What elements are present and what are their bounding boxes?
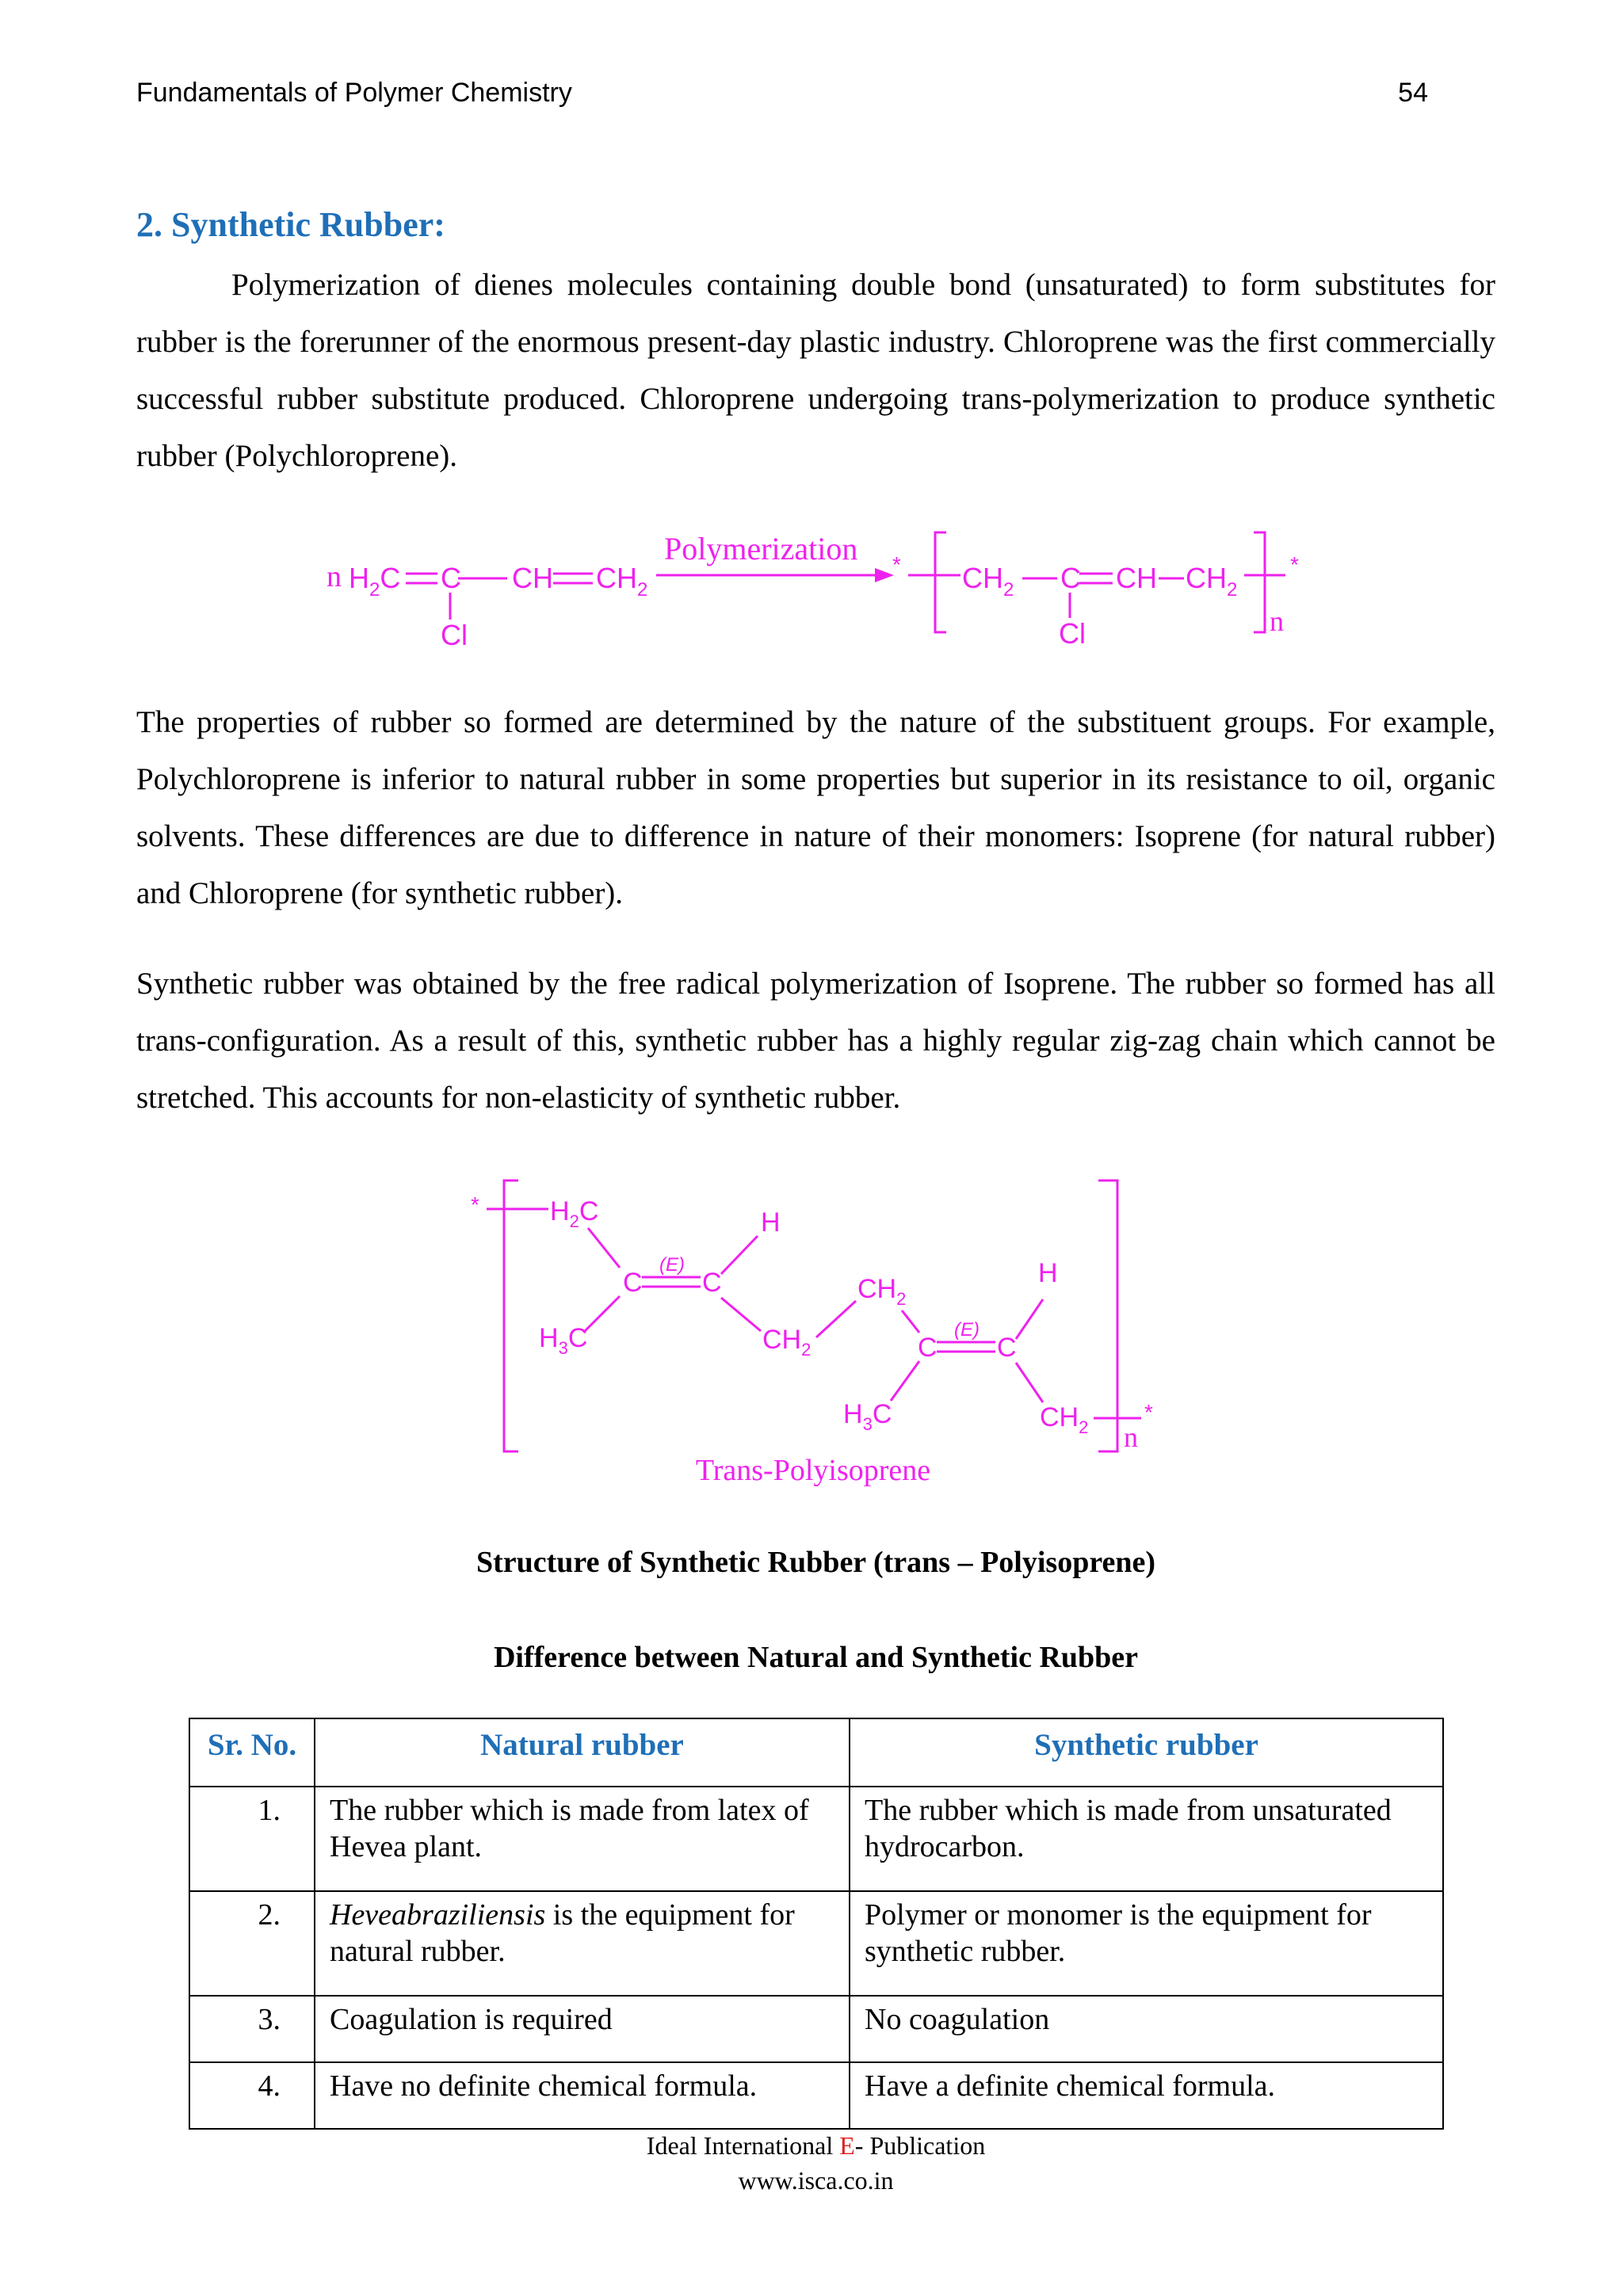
struct-star-left: * (471, 1192, 479, 1217)
struct-c3-label: C (918, 1333, 938, 1363)
table-row (189, 2062, 1443, 2129)
header-natural-rubber: Natural rubber (315, 1718, 850, 1787)
publisher-e-mark: E (839, 2131, 855, 2160)
species-name: Heveabraziliensis (330, 1898, 546, 1932)
struct-h3c2-label: $H_3C$ (843, 1399, 892, 1434)
struct-ch2a-label: $CH_2$ (762, 1325, 812, 1360)
page-number: 54 (1398, 78, 1428, 108)
product-ch2-label: $CH_2$ (962, 562, 1014, 601)
struct-h3c-label: $H_3C$ (539, 1323, 588, 1358)
table-row (189, 1891, 1443, 1996)
h2c-label: $H_2C$ (349, 562, 401, 601)
star-right: * (1290, 552, 1299, 577)
row-number: 2. (189, 1891, 315, 1996)
paragraph-properties: The properties of rubber so formed are determined by the nature of the substituent groups. For example, Polychloroprene is inferior to natural rubber in some properties but superior in its resistance to oil, organic solvents. These differences are due to difference in nature of their monomers: Isoprene (for natural rubber) and Chloroprene (for synthetic rubber). (136, 705, 1495, 910)
table-header-row (189, 1718, 1443, 1787)
struct-c1-label: C (623, 1268, 643, 1298)
row-number: 3. (189, 1996, 315, 2062)
table-row (189, 1787, 1443, 1891)
footer-url: www.isca.co.in (738, 2166, 894, 2195)
product-ch-label: CH (1116, 562, 1157, 594)
ch2-label: $CH_2$ (596, 562, 648, 601)
header-sr-no: Sr. No. (189, 1718, 315, 1787)
struct-ch2b-label: $CH_2$ (857, 1274, 907, 1309)
footer-publisher: Ideal International E- Publication (646, 2131, 986, 2160)
struct-c4-label: C (997, 1333, 1017, 1363)
struct-e2-label: (E) (954, 1319, 980, 1341)
book-title: Fundamentals of Polymer Chemistry (136, 78, 572, 108)
comparison-table (189, 1718, 1444, 2130)
struct-label: Trans-Polyisoprene (695, 1454, 931, 1487)
natural-cell: Have no definite chemical formula. (315, 2062, 850, 2129)
paragraph-intro: Polymerization of dienes molecules containing double bond (unsaturated) to form substitutes for rubber is the forerunner of the enormous present-day plastic industry. Chloroprene was the first commercially successful rubber substitute produced. Chloroprene undergoing trans-polymerization to produce synthetic rubber (Polychloroprene). (136, 268, 1495, 473)
table-row (189, 1996, 1443, 2062)
struct-e1-label: (E) (659, 1254, 685, 1276)
struct-h2-label: H (1038, 1258, 1058, 1288)
struct-ch2c-label: $CH_2$ (1040, 1402, 1089, 1437)
synthetic-cell: Have a definite chemical formula. (850, 2062, 1443, 2129)
row-number: 4. (189, 2062, 315, 2129)
chlorine-label: Cl (441, 619, 468, 651)
natural-cell: Coagulation is required (315, 1996, 850, 2062)
section-heading: 2. Synthetic Rubber: (136, 205, 445, 244)
carbon-label: C (441, 562, 461, 594)
table-title: Difference between Natural and Synthetic Rubber (493, 1641, 1139, 1674)
product-chlorine-label: Cl (1059, 617, 1086, 650)
natural-cell: The rubber which is made from latex of Hevea plant. (315, 1787, 850, 1891)
star-left: * (892, 552, 901, 577)
synthetic-cell: No coagulation (850, 1996, 1443, 2062)
struct-h1-label: H (761, 1207, 781, 1238)
natural-cell-text: is the equipment for natural rubber. (330, 1898, 795, 1968)
struct-c2-label: C (702, 1268, 722, 1298)
synthetic-cell: The rubber which is made from unsaturated hydrocarbon. (850, 1787, 1443, 1891)
header-synthetic-rubber: Synthetic rubber (850, 1718, 1443, 1787)
product-carbon-label: C (1060, 562, 1081, 594)
synthetic-cell: Polymer or monomer is the equipment for synthetic rubber. (850, 1891, 1443, 1996)
ch-label: CH (512, 562, 553, 594)
row-number: 1. (189, 1787, 315, 1891)
product-ch2b-label: $CH_2$ (1186, 562, 1238, 601)
natural-cell (315, 1891, 850, 1996)
struct-subscript-n: n (1124, 1421, 1138, 1453)
coefficient-n: n (327, 560, 342, 593)
arrow-label: Polymerization (664, 531, 858, 566)
structure-caption: Structure of Synthetic Rubber (trans – Polyisoprene) (475, 1546, 1156, 1579)
struct-star-right: * (1144, 1400, 1153, 1425)
subscript-n: n (1270, 605, 1284, 637)
struct-h2c-label: $H_2C$ (550, 1196, 599, 1231)
paragraph-synthetic: Synthetic rubber was obtained by the free radical polymerization of Isoprene. The rubber so formed has all trans-configuration. As a result of this, synthetic rubber has a highly regular zig-zag chain which cannot be stretched. This accounts for non-elasticity of synthetic rubber. (136, 967, 1495, 1115)
